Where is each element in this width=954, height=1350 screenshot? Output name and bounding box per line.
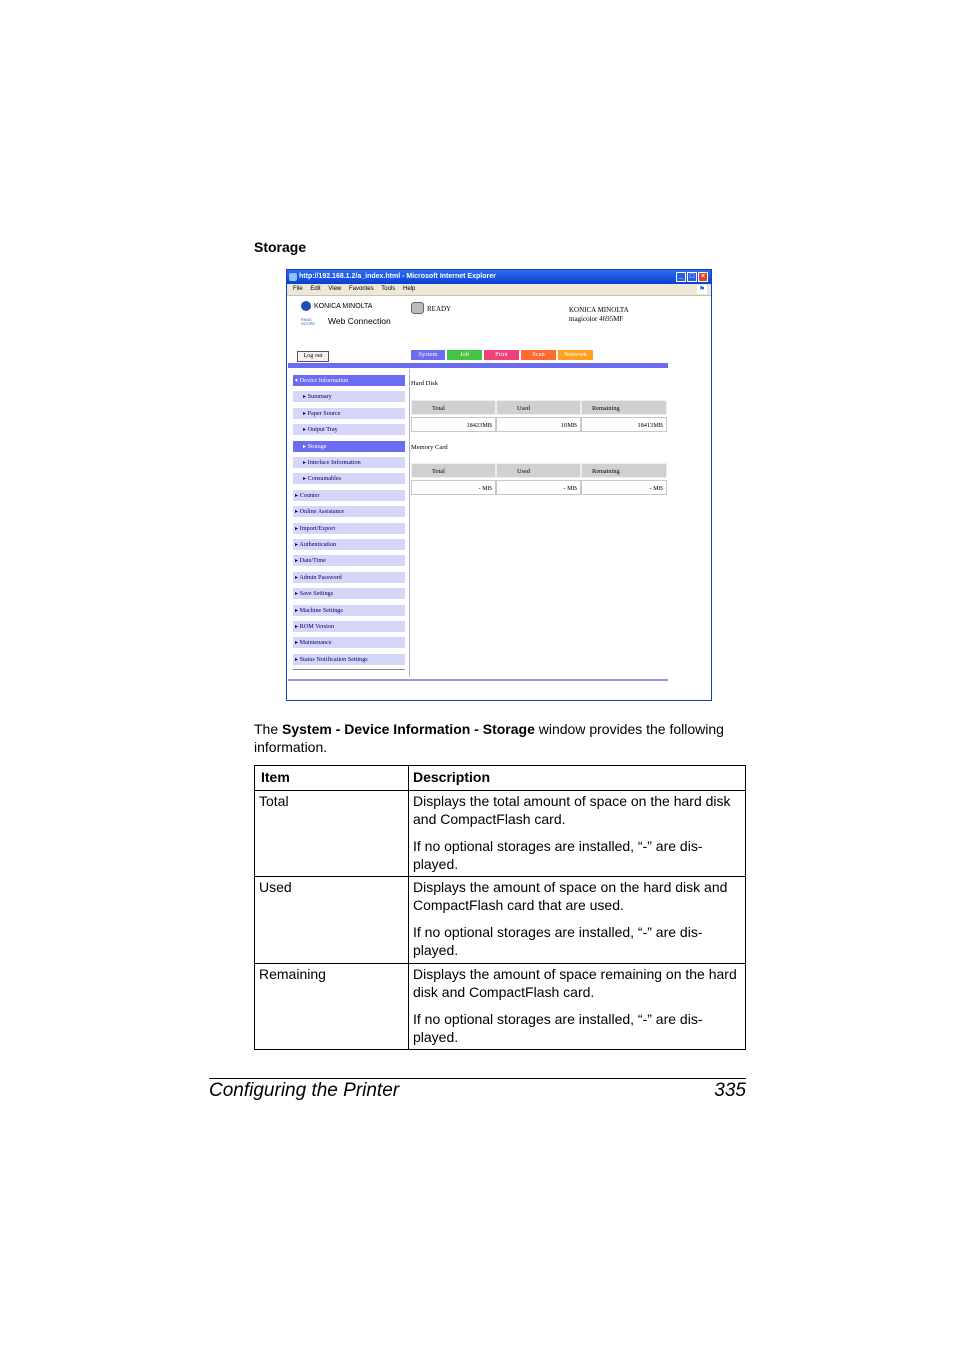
tab-job[interactable]: Job bbox=[447, 350, 482, 360]
sidebar-item[interactable] bbox=[293, 605, 405, 616]
sidebar-item-label: ▸ ROM Version bbox=[295, 623, 335, 630]
row-item-used: Used bbox=[259, 879, 292, 895]
sidebar-item-label: ▸ Import/Export bbox=[295, 524, 336, 532]
table-cell: 18413MB bbox=[581, 417, 667, 432]
sidebar-item[interactable] bbox=[293, 621, 405, 632]
konica-minolta-logo bbox=[301, 301, 372, 311]
ie-icon bbox=[289, 273, 297, 281]
web-page bbox=[287, 296, 711, 700]
row-divider bbox=[255, 963, 745, 964]
sidebar-item[interactable] bbox=[293, 424, 405, 435]
footer-rule bbox=[209, 1078, 746, 1079]
row-desc-total: Displays the total amount of space on the hard disk and CompactFlash card. bbox=[413, 793, 731, 827]
table-header: Remaining bbox=[581, 400, 667, 415]
menu-favorites[interactable]: Favorites bbox=[348, 286, 374, 292]
maximize-icon[interactable]: □ bbox=[687, 272, 697, 282]
close-icon[interactable]: × bbox=[698, 272, 708, 282]
sidebar-item-label: ▸ Online Assistance bbox=[295, 508, 345, 516]
table-header: Total bbox=[411, 400, 496, 415]
sidebar-item[interactable] bbox=[293, 473, 405, 484]
column-header-description: Description bbox=[413, 769, 491, 785]
minimize-icon[interactable]: _ bbox=[676, 272, 686, 282]
sidebar-item-label: ▸ Consumables bbox=[303, 475, 341, 483]
sidebar-divider bbox=[409, 369, 410, 677]
tab-system[interactable]: System bbox=[411, 350, 445, 360]
sidebar-item-label: ▸ Interface Information bbox=[303, 459, 361, 466]
sidebar-item[interactable] bbox=[293, 588, 405, 599]
intro-text-bold: System - Device Information - Storage bbox=[282, 721, 535, 737]
sidebar-item[interactable] bbox=[293, 391, 405, 402]
sidebar-item[interactable] bbox=[293, 375, 405, 386]
sidebar-item-label: ▸ Save Settings bbox=[295, 590, 334, 598]
sidebar-item[interactable] bbox=[293, 654, 405, 665]
sidebar-item[interactable] bbox=[293, 506, 405, 517]
tab-print[interactable]: Print bbox=[484, 350, 519, 360]
sidebar-item-label: ▸ Output Tray bbox=[303, 426, 338, 434]
row-item-total: Total bbox=[259, 793, 289, 809]
browser-titlebar bbox=[287, 270, 711, 284]
sidebar-item-label: ▸ Counter bbox=[295, 491, 320, 499]
menu-tools[interactable]: Tools bbox=[381, 286, 396, 292]
page-number: 335 bbox=[714, 1080, 746, 1101]
footer-bar bbox=[288, 679, 668, 681]
sidebar-item-label: ▸ Storage bbox=[303, 442, 327, 450]
row-divider bbox=[255, 790, 745, 791]
printer-status-icon bbox=[411, 302, 424, 314]
status-text: READY bbox=[427, 305, 452, 313]
logout-button[interactable]: Log out bbox=[297, 351, 329, 362]
sidebar-item[interactable] bbox=[293, 457, 405, 468]
web-connection-logo bbox=[301, 316, 391, 326]
sidebar-item-label: ▸ Status Notification Settings bbox=[295, 655, 368, 663]
intro-text-end: window provides the following information. bbox=[254, 721, 724, 755]
sidebar-bottom-rule bbox=[293, 669, 405, 670]
sidebar-item[interactable] bbox=[293, 572, 405, 583]
row-item-remaining: Remaining bbox=[259, 966, 326, 982]
windows-logo-icon: ⚑ bbox=[698, 286, 706, 293]
sidebar-item-label: ▸ Date/Time bbox=[295, 557, 326, 565]
row-divider bbox=[255, 876, 745, 877]
web-connection-text: Web Connection bbox=[328, 316, 391, 326]
browser-menubar bbox=[287, 284, 711, 296]
sidebar-item[interactable] bbox=[293, 441, 405, 452]
table-header: Used bbox=[496, 463, 581, 478]
pagescope-mark: PAGE SCOPE bbox=[301, 316, 316, 326]
table-header: Used bbox=[496, 400, 581, 415]
browser-window-screenshot bbox=[286, 269, 712, 701]
column-header-item: Item bbox=[261, 769, 290, 785]
sidebar-item[interactable] bbox=[293, 523, 405, 534]
row-desc-remaining: Displays the amount of space remaining on the hard disk and CompactFlash card. bbox=[413, 966, 737, 1000]
sidebar-item-label: ▸ Authentication bbox=[295, 541, 337, 548]
sidebar-item-label: ▾ Device Information bbox=[295, 377, 349, 384]
row-note-total: If no optional storages are installed, “-” are dis-played. bbox=[413, 838, 703, 872]
description-table bbox=[254, 765, 746, 1050]
sidebar-item[interactable] bbox=[293, 637, 405, 648]
menu-file[interactable]: File bbox=[293, 286, 303, 292]
sidebar-item-label: ▸ Admin Password bbox=[295, 573, 342, 581]
tab-network[interactable]: Network bbox=[558, 350, 593, 360]
menu-help[interactable]: Help bbox=[402, 286, 416, 292]
table-cell: 10MB bbox=[496, 417, 581, 432]
row-note-used: If no optional storages are installed, “-” are dis-played. bbox=[413, 924, 703, 958]
sidebar-item-label: ▸ Paper Source bbox=[303, 409, 341, 417]
model-brand: KONICA MINOLTA bbox=[569, 306, 629, 314]
menu-edit[interactable]: Edit bbox=[310, 286, 321, 292]
footer-title: Configuring the Printer bbox=[209, 1080, 400, 1101]
sidebar-item-label: ▸ Summary bbox=[303, 393, 332, 401]
memory-card-label: Memory Card bbox=[411, 444, 448, 451]
brand-logo-text: KONICA MINOLTA bbox=[314, 302, 373, 310]
menu-view[interactable]: View bbox=[328, 286, 342, 292]
sidebar-item-label: ▸ Machine Settings bbox=[295, 606, 343, 614]
table-cell: - MB bbox=[496, 480, 581, 495]
table-header: Total bbox=[411, 463, 496, 478]
column-divider bbox=[408, 766, 409, 1049]
browser-title: http://192.168.1.2/a_index.html - Microsoft Internet Explorer bbox=[299, 273, 496, 280]
hard-disk-label: Hard Disk bbox=[411, 380, 438, 387]
table-cell: 18423MB bbox=[411, 417, 496, 432]
sidebar-item[interactable] bbox=[293, 539, 405, 550]
table-header: Remaining bbox=[581, 463, 667, 478]
section-heading: Storage bbox=[254, 239, 307, 255]
row-desc-used: Displays the amount of space on the hard disk and CompactFlash card that are used. bbox=[413, 879, 728, 913]
table-cell: - MB bbox=[411, 480, 496, 495]
intro-paragraph bbox=[254, 720, 754, 756]
sidebar-item[interactable] bbox=[293, 555, 405, 566]
sidebar-item[interactable] bbox=[293, 490, 405, 501]
sidebar-item[interactable] bbox=[293, 408, 405, 419]
tab-scan[interactable]: Scan bbox=[521, 350, 556, 360]
header-divider-bar bbox=[288, 363, 668, 368]
globe-logo-icon bbox=[301, 301, 311, 311]
sidebar-item-label: ▸ Maintenance bbox=[295, 639, 332, 647]
model-name: magicolor 4695MF bbox=[569, 315, 624, 323]
intro-text-start: The bbox=[254, 721, 283, 737]
table-cell: - MB bbox=[581, 480, 667, 495]
row-note-remaining: If no optional storages are installed, “-” are dis-played. bbox=[413, 1011, 703, 1045]
